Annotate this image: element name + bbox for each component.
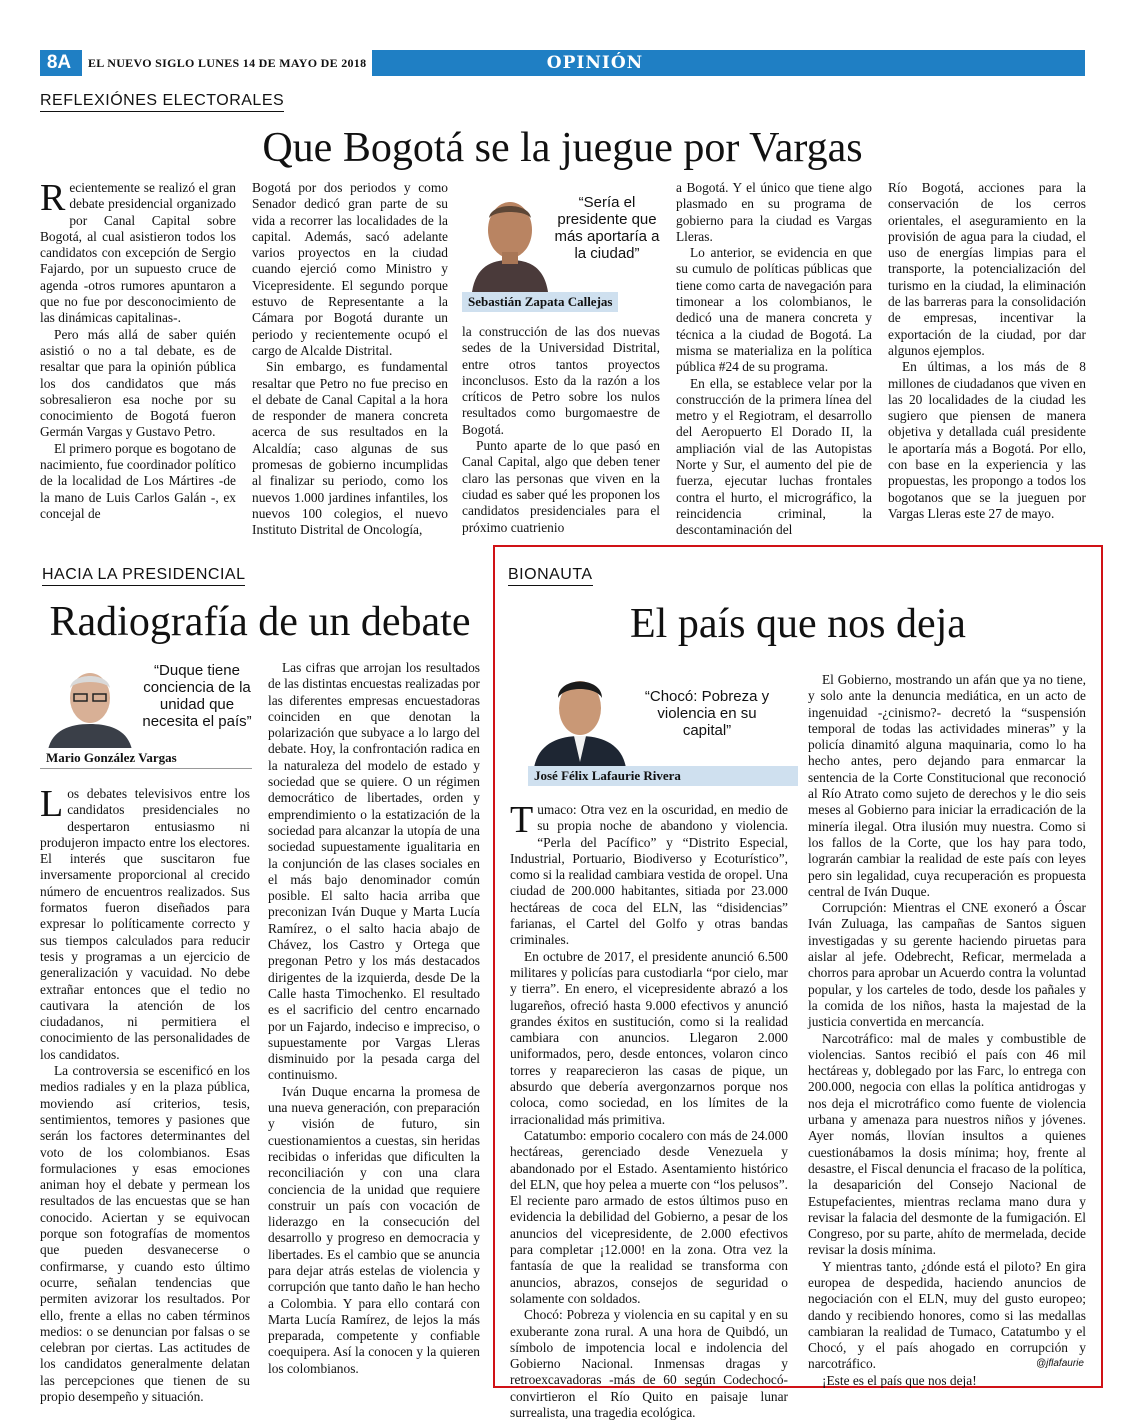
article1-paragraph: El primero porque es bogotano de nacimiento, fue coordinador político de la localidad de Los Mártires -de la mano de Luis Carlos Galán -, ex concejal de xyxy=(40,440,236,521)
author-photo-gonzalez xyxy=(40,660,140,750)
article3-paragraph: Chocó: Pobreza y violencia en su capital y en su exuberante zona rural. A una hora de Quibdó, un símbolo de impotencia local e indolencia del Gobierno Nacional. Inmensas dragas y retroexcavadoras -más de 60 según Codechocó- convirtieron el Río Quito en paisaje lunar surrealista, una tragedia ecológica. xyxy=(510,1307,788,1420)
article1-column-2 xyxy=(252,180,448,540)
article2-paragraph: os debates televisivos entre los candidatos presidenciales no despertaron entusiasmo ni produjeron impacto entre los electores. El interés que suscitaron fue inversamente proporcional al crecido número de encuentros realizados. Sus formatos fueron diseñados para expresar lo políticamente correcto y sus tiempos calculados para reducir tesis y programas a un ejercicio de generalización y vacuidad. No debe extrañar entonces que el tedio no cautivara la atención de los ciudadanos, ni permitiera el conocimiento de las personalidades de los candidatos. xyxy=(40,786,250,1062)
section-name: OPINIÓN xyxy=(546,53,644,73)
article2-column-1 xyxy=(40,783,250,1404)
author-photo-lafaurie xyxy=(528,666,632,768)
page-number: 8A xyxy=(40,50,78,76)
article1-title: Que Bogotá se la juegue por Vargas xyxy=(262,125,863,171)
article3-pull-quote: “Chocó: Pobreza y violencia en su capital” xyxy=(644,688,770,739)
author-twitter-handle[interactable]: @jflafaurie xyxy=(1036,1358,1084,1369)
article1-paragraph: En ella, se establece velar por la construcción de la primera línea del metro y el Regiotram, el desarrollo del Aeropuerto El Dorado II, la ampliación vial de las Autopistas Norte y Sur, el aumento del pie de fuerza, ejecutar luchas frontales contra el hurto, el micrográfico, la reincidencia criminal, la descontaminación del xyxy=(676,375,872,538)
article3-author: José Félix Lafaurie Rivera xyxy=(528,766,798,786)
article2-kicker: HACIA LA PRESIDENCIAL xyxy=(42,566,245,586)
article1-paragraph: Río Bogotá, acciones para la conservación de los cerros orientales, el aseguramiento en la provisión de agua para la ciudad, el uso de energías limpias para el transporte, la potencialización del turismo en la ciudad, la eliminación de las barreras para la consolidación de empresas, incentivar la exportación de la ciudad, por dar algunos ejemplos. xyxy=(888,180,1086,358)
article1-paragraph: a Bogotá. Y el único que tiene algo plasmado en su programa de gobierno para la ciudad es Vargas Lleras. xyxy=(676,180,872,244)
masthead-date: EL NUEVO SIGLO LUNES 14 DE MAYO DE 2018 xyxy=(82,50,372,76)
article3-dropcap: T xyxy=(510,799,534,841)
article1-column-5 xyxy=(888,180,1086,540)
page-header xyxy=(40,50,1085,76)
article3-kicker: BIONAUTA xyxy=(508,566,593,586)
article1-column-3 xyxy=(462,324,660,540)
article3-paragraph: Catatumbo: emporio cocalero con más de 24.000 hectáreas, gerenciado desde Venezuela y abandonado por el Estado. Asentamiento histórico del ELN, que hoy pelea a muerte con “los pelusos”. El reciente paro armado de estos últimos puso en evidencia la debilidad del Gobierno, a pesar de los anuncios del vicepresidente, de 2.000 efectivos para completar ¡12.000! en la zona. Otra vez la fantasía de que la realidad se transforma con anuncios, abrazos, consejos de seguridad o solamente con soldados. xyxy=(510,1127,788,1306)
article1-paragraph: En últimas, a los más de 8 millones de ciudadanos que viven en las 20 localidades de la ciudad les sugiero que piensen de manera objetiva y detallada cuál presidente le aportaría más a Bogotá. Por ello, con base en la experiencia y las propuestas, les propongo a todos los bogotanos que se la jueguen por Vargas Lleras este 27 de mayo. xyxy=(888,359,1086,521)
article2-pull-quote: “Duque tiene conciencia de la unidad que necesita el país” xyxy=(142,662,252,730)
article3-column-1 xyxy=(510,799,788,1420)
article2-paragraph: Iván Duque encarna la promesa de una nueva generación, con preparación y visión de futuro, sin cuestionamientos a cuestas, sin heridas recibidas o inferidas que dificulten la reconciliación y con una clara conciencia de la unidad que requiere construir un país con vocación de liderazgo en la consecución del desarrollo y progreso en democracia y libertades. Es el cambio que se anuncia para dejar atrás estelas de violencia y corrupción que tanto daño le han hecho a Colombia. Y para ello contará con Marta Lucía Ramírez, de lejos la más preparada, competente y confiable coequipera. Así la conocen y la quieren los colombianos. xyxy=(268,1083,480,1376)
article1-paragraph: Bogotá por dos periodos y como Senador dedicó gran parte de su vida a recorrer las localidades de la capital. Además, sacó adelante varios proyectos en la ciudad cuando ejerció como Ministro y Vicepresidente. El segundo porque estuvo de Representante a la Cámara por Bogotá durante un periodo y recientemente ocupó el cargo de Alcalde Distrital. xyxy=(252,180,448,358)
article3-paragraph: umaco: Otra vez en la oscuridad, en medio de su propia noche de abandono y violencia. “Perla del Pacífico” y “Distrito Especial, Industrial, Portuario, Biodiverso y Ecoturístico”, como si la realidad cambiara vestida de oropel. Una ciudad de 200.000 habitantes, sitiada por 23.000 hectáreas de coca del ELN, las “disidencias” farianas, el Cartel del Golfo y otras bandas criminales. xyxy=(510,802,788,948)
article3-paragraph: En octubre de 2017, el presidente anunció 6.500 militares y policías para custodiarla “por cielo, mar y tierra”. En enero, el vicepresidente abrazó a los lugareños, ofreció hasta 9.000 efectivos y anunció grandes éxitos en sustitución, como si la realidad cambiara con anuncios. Llegaron 2.000 uniformados, pero, desde entonces, volaron cinco torres y reaparecieron las casas de pique, un absurdo que debería avergonzarnos porque nos coloca, como sociedad, en los límites de la irracionalidad más primitiva. xyxy=(510,948,788,1127)
article1-paragraph: la construcción de las dos nuevas sedes de la Universidad Distrital, entre otros tantos proyectos inconclusos. Esto da la razón a los críticos de Petro sobre los nulos resultados como burgomaestre de Bogotá. xyxy=(462,324,660,437)
article3-paragraph: Corrupción: Mientras el CNE exoneró a Óscar Iván Zuluaga, las campañas de Santos siguen investigadas y su gerente haciendo piruetas para aislar al jefe. Odebrecht, Reficar, mermelada a chorros para aprobar un Acuerdo contra la voluntad popular, y los carteles de todo, desde los pañales y la comida de los niños, hasta la majestad de la justicia convertida en mercancía. xyxy=(808,900,1086,1030)
article2-paragraph: La controversia se escenificó en los medios radiales y en la plaza pública, moviendo así criterios, tesis, sentimientos, temores y pasiones que serán los factores determinantes del voto de los colombianos. Esas formulaciones y esas emociones animan hoy el debate y permean los resultados de las encuestas que se han conocido. Aciertan y se equivocan porque son fotografías de momentos que pueden desvanecerse o confirmarse, y cuando esto último ocurre, señalan tendencias que permiten avizorar los resultados. Por ello, frente a ellas no caben términos medios: o se denuncian por falsas o se celebran por ciertas. Las actitudes de los candidatos generalmente delatan las percepciones que tienen de su propio desempeño y situación. xyxy=(40,1063,250,1404)
article3-paragraph: El Gobierno, mostrando un afán que ya no tiene, y solo ante la denuncia mediática, en un acto de ingenuidad -¿cinismo?- decretó la “suspensión temporal de todas las actividades mineras” y la policía dinamitó alguna maquinaria, como lo ha hecho antes, pero dejando para enmarcar la sentencia de la Corte Constitucional que reconoció al Río Atrato como sujeto de derechos y le dio seis meses al Gobierno para iniciar la erradicación de la minería ilegal. Otra ilusión muy nuestra. Como si los fallos de la Corte, que los hay para todo, lograrán cambiar la realidad de este país con leyes pero sin legalidad, cuya recuperación es propuesta central de Iván Duque. xyxy=(808,672,1086,899)
article1-pull-quote: “Sería el presidente que más aportaría a la ciudad” xyxy=(554,194,660,262)
article1-paragraph: Pero más allá de saber quién asistió o no a tal debate, es de resaltar que para la opinión pública los dos candidatos que más sobresalieron esa noche por su conocimiento de Bogotá fueron Germán Vargas y Gustavo Petro. xyxy=(40,326,236,440)
article1-paragraph: ecientemente se realizó el gran debate presidencial organizado por Canal Capital sobre Bogotá, al cual asistieron todos los candidatos con excepción de Sergio Fajardo, por un supuesto cruce de agenda -otros rumores apuntaron a que no fue por desconocimiento de las dinámicas capitalinas-. xyxy=(40,180,236,326)
article3-title: El país que nos deja xyxy=(630,601,966,647)
article2-column-2 xyxy=(268,660,480,1376)
article1-column-4 xyxy=(676,180,872,540)
article2-title: Radiografía de un debate xyxy=(49,599,471,645)
article1-kicker: REFLEXIÓNES ELECTORALES xyxy=(40,92,284,112)
article2-author: Mario González Vargas xyxy=(40,748,252,769)
article1-author: Sebastián Zapata Callejas xyxy=(462,292,618,312)
article1-paragraph: Punto aparte de lo que pasó en Canal Capital, algo que deben tener claro las personas que viven en la ciudad es saber qué les proponen los candidatos presidenciales para el próximo cuatrienio xyxy=(462,438,660,535)
article1-dropcap: R xyxy=(40,177,66,219)
article2-dropcap: L xyxy=(40,783,64,825)
article3-paragraph: Y mientras tanto, ¿dónde está el piloto? En gira europea de despedida, haciendo anuncios de negociación con el ELN, muy del gusto europeo; dando y recibiendo honores, como si las medallas cambiaran la realidad de Tumaco, Catatumbo y el Chocó, y el país ahogado en corrupción y narcotráfico. xyxy=(808,1258,1086,1372)
article2-paragraph: Las cifras que arrojan los resultados de las distintas encuestas realizadas por las diferentes empresas encuestadoras coinciden en que denotan la polarización que subyace a lo largo del debate. Hoy, la confrontación radica en la naturaleza del modelo de estado y sociedad que se quiere. O un régimen democrático de libertades, orden y emprendimiento o la estatización de la sociedad para alcanzar la utopía de una sociedad supuestamente igualitaria en la conjunción de las clases sociales en el más bajo denominador común posible. El salto hacia arriba que preconizan Iván Duque y Marta Lucía Ramírez, o el salto hacia abajo de Chávez, los Castro y Ortega que pregonan Petro y los más destacados dirigentes de la izquierda, desde De la Calle hasta Timochenko. El resultado es el sacrificio del centro encarnado por un Fajardo, indeciso e impreciso, o supuestamente por Vargas Lleras disminuido por la pesada carga del continuismo. xyxy=(268,660,480,1083)
article3-paragraph: ¡Este es el país que nos deja! xyxy=(822,1372,977,1388)
article1-paragraph: Sin embargo, es fundamental resaltar que Petro no fue preciso en el debate de Canal Capital a la hora de responder de manera concreta acerca de sus resultados en la Alcaldía; caso algunas de sus promesas de gobierno incumplidas al finalizar su periodo, como los nuevos 1.000 jardines infantiles, los nuevos 100 colegios, el nuevo Instituto Distrital de Oncología, xyxy=(252,359,448,538)
article1-paragraph: Lo anterior, se evidencia en que su cumulo de políticas públicas que tiene como carta de navegación para timonear a los colombianos, le dedicó una de manera concreta y técnica a la ciudad de Bogotá. La misma se materializa en la política pública #24 de su programa. xyxy=(676,245,872,375)
author-photo-zapata xyxy=(462,188,558,292)
article1-column-1 xyxy=(40,177,236,540)
article3-paragraph: Narcotráfico: mal de males y combustible de violencias. Santos recibió el país con 46 mil hectáreas y, doblegado por las Farc, lo entrega con 200.000, negocia con ellas la política antidrogas y nos deja el microtráfico como fuente de violencia urbana y amenaza para nuestros niños y jóvenes. Ayer nomás, llovían insultos a quienes cuestionábamos la dosis mínima; hoy, frente al desastre, el Fiscal denuncia el fracaso de la política, la desaparición del Consejo Nacional de Estupefacientes, mientras reclama mano dura y revisar la falacia del desmonte de la fumigación. El Congreso, por su parte, ahíto de mermelada, decide revisar la dosis mínima. xyxy=(808,1030,1086,1258)
